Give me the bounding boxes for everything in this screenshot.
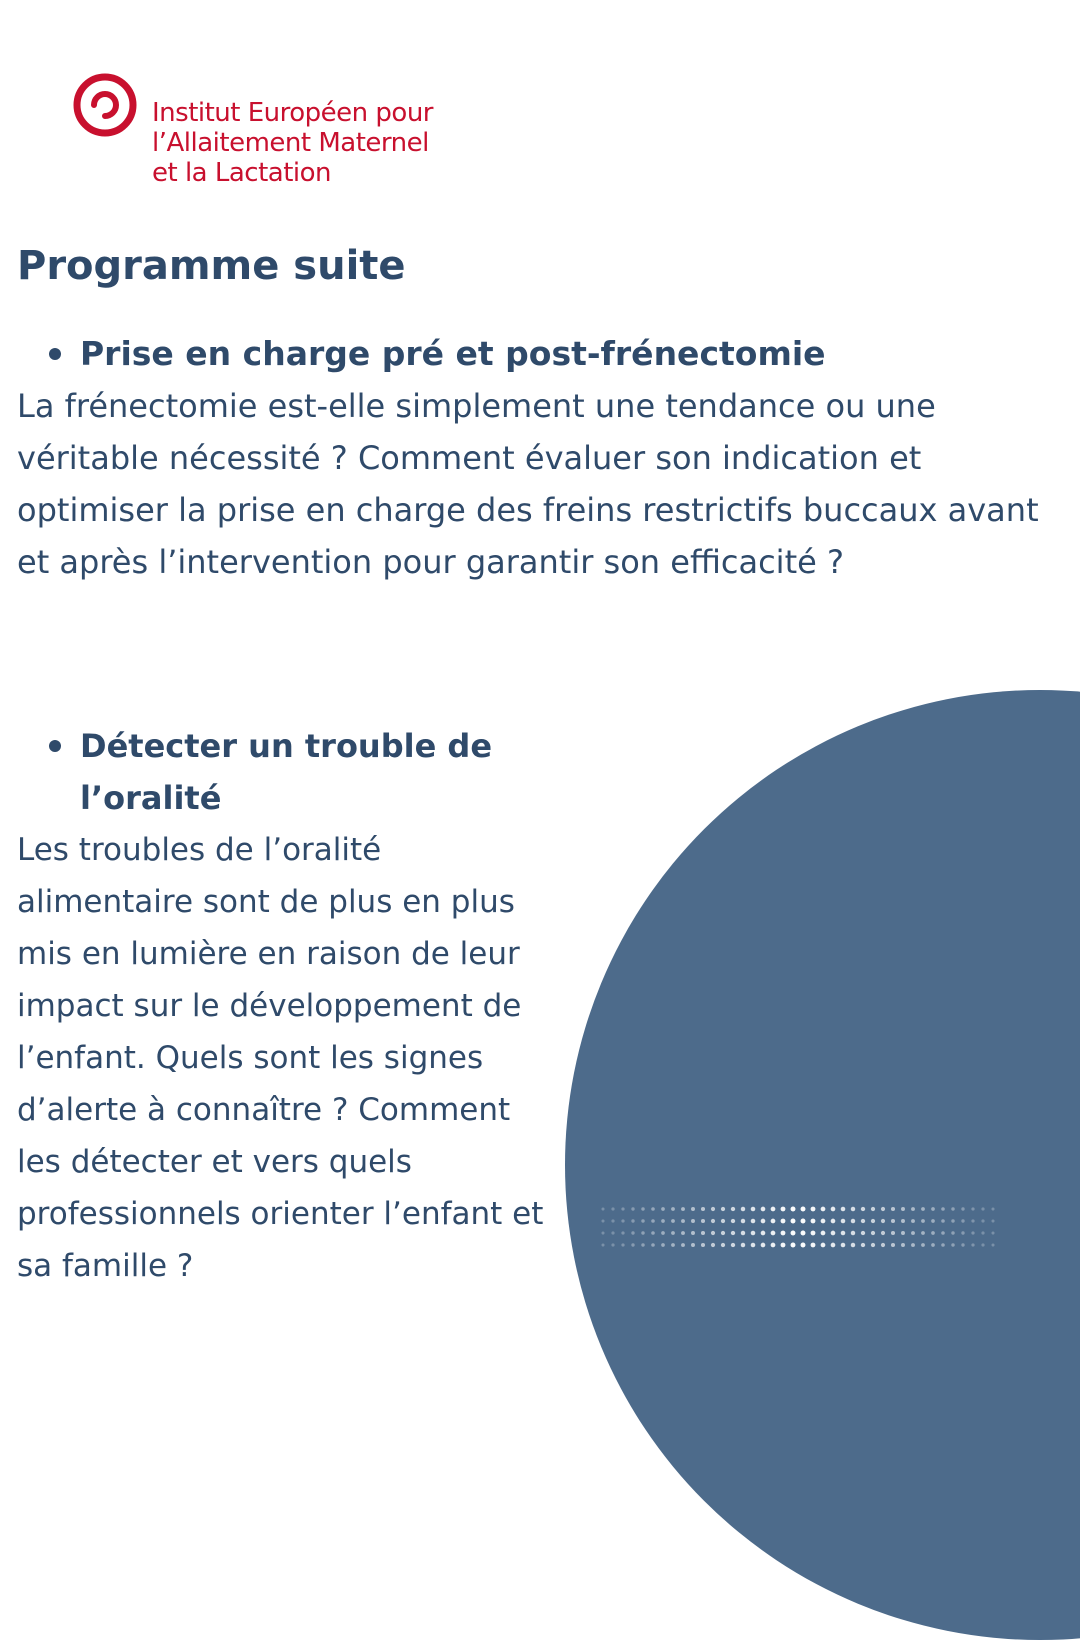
section-body: Les troubles de l’oralité alimentaire sont de plus en plus mis en lumière en raison de leur impact sur le développement de l’enfant. Quels sont les signes d’alerte à connaître ? Comment les détecter et vers quels professionnels orienter l’enfant et sa famille ? bbox=[17, 832, 544, 1284]
section-oralite bbox=[17, 720, 557, 1292]
section-heading: Détecter un trouble de l’oralité bbox=[17, 720, 557, 824]
section-body: La frénectomie est-elle simplement une tendance ou une véritable nécessité ? Comment évaluer son indication et optimiser la prise en charge des freins restrictifs buccaux avant et après l’intervention pour garantir son efficacité ? bbox=[17, 387, 1039, 581]
logo-line-3: et la Lactation bbox=[152, 158, 332, 188]
decorative-circle bbox=[565, 690, 1080, 1640]
logo-line-1: Institut Européen pour bbox=[152, 98, 433, 128]
page-title: Programme suite bbox=[17, 243, 406, 289]
decorative-dot-pattern bbox=[600, 1205, 995, 1250]
section-frenectomie bbox=[17, 328, 1057, 588]
section-heading: Prise en charge pré et post-frénectomie bbox=[17, 328, 1057, 380]
logo-text bbox=[152, 98, 433, 188]
spiral-logo-icon bbox=[70, 70, 140, 140]
logo-line-2: l’Allaitement Maternel bbox=[152, 128, 429, 158]
institute-logo bbox=[70, 70, 433, 188]
